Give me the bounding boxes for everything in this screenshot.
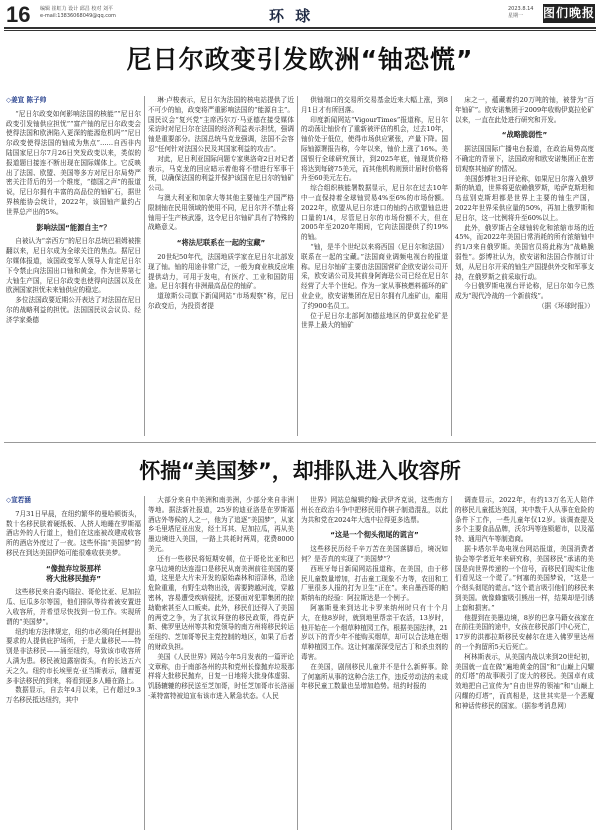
paragraph: 世界》网站总编辑约翰·武伊齐克说，这些南方州长在政治斗争中把移民用作棋子制造混乱，以此为共和党在2024年大选中拉得更多选票。 bbox=[301, 496, 448, 524]
article1-subhead-3: “战略脆弱性” bbox=[501, 130, 548, 140]
paragraph: 阿塞斯曼来到达北卡罗来纳州时只有十个月大，在他8岁时，就到地里帮亲干农活，13岁时，他开始在一个烟草种植园工作。根据美国法律，21岁以下的青少年不能购买烟草，却可以合法地在烟草种植园工作。这让何塞深深受尼古丁和杀虫剂的毒害。 bbox=[301, 603, 448, 661]
article2-byline: ◇宣若涵 bbox=[6, 496, 31, 504]
paragraph: 印度新闻网站“VigourTimes”报道称，尼日尔的动荡让铀价有了重新被评估的机会，过去10年，铀价处于低位，使得市场供应紧张，产量下降。国际铀源署报告称，今年以来，铀价上涨了16%。美国银行全球研究预计，到2025年底，铀现货价格将达到每磅75美元，而其他机构则预计届时价格将升至60美元左右。 bbox=[301, 115, 448, 183]
paragraph: 数据显示，自去年4月以来，已有超过9.3万名移民抵达纽约，其中 bbox=[6, 686, 141, 705]
page-header bbox=[0, 0, 600, 30]
column-divider bbox=[451, 496, 452, 830]
paragraph: 据卡塔尔半岛电视台网站报道，美国消费者协会等学者近年来研究称，美国移民“承诺的美国是向世界传递的一个信号，而移民们现实让他们看见这一个谎了。”何塞的美国梦说，“这是一个彻头彻尾的谎言。”这个谎言吸引他们的移民来到美国。就像蜂蜜吸引熊出一样，结果却是引诱上套和损害。” bbox=[455, 544, 594, 612]
article2-column-4 bbox=[455, 496, 594, 830]
article-separator bbox=[4, 442, 596, 443]
article2-subhead-2: “这是一个彻头彻尾的谎言” bbox=[330, 530, 419, 540]
article1-subhead-2: “将法尼联系在一起的宝藏” bbox=[176, 238, 266, 248]
header-rule bbox=[4, 27, 596, 29]
column-divider bbox=[297, 96, 298, 436]
paragraph: 床之一，蕴藏着约20万吨的铀，被誉为“百年铀矿”。欧安诺集团于2009年收购伊莫拉伦矿以来，一直在此处进行研究和开发。 bbox=[455, 96, 594, 124]
paragraph: 还有一些移民将短期安顿，位于哥伦比亚和巴拿马边境的达连湿口是移民从南美洲前往美国的要道，这里是大片未开发的原始森林和沼泽林，沿途危险重重，有野生动物出没，需要跨越河流，穿越密林，容易遭受疾病侵扰，还要面对犯罪集团的掠劫勒索甚至人口贩卖。此外，移民们还得入了美国的两党之争，为了抗议拜登的移民政策，得克萨斯、佛罗里达州等共和党领导的南方州将移民转运至纽约、芝加哥等民主党控制的地区，如果了后者的财政负担。 bbox=[148, 554, 294, 651]
paragraph: 调查显示，2022年，有约13万名无人陪伴的移民儿童抵达美国，其中数千人从事在危险的条件下工作，一些儿童年仅12岁。该调查提及多个主要食品品牌，沃尔玛等连锁超市，以及福特、通用汽车等制造商。 bbox=[455, 496, 594, 544]
article2-column-1 bbox=[6, 496, 141, 830]
date-text: 2023.8.14 bbox=[508, 6, 534, 12]
issue-date bbox=[508, 6, 533, 20]
article1-column-4 bbox=[455, 96, 594, 436]
article1-column-3 bbox=[301, 96, 448, 436]
paragraph: 自被认为“亲西方”的尼日尔总统巴祖姆被推翻以来，尼日尔成为全球关注的焦点。据尼日尔媒体报道，该国政变军人领导人肯定尼日尔下令禁止向法国出口铀和黄金，作为世界第七大铀生产国，尼日尔政变也使得向法国以及在欧洲国家担忧未来铀供应的稳定。 bbox=[6, 237, 141, 295]
paragraph: 供铀端口的交易所交易基金近来大幅上涨，到8月1日才有所回落。 bbox=[301, 96, 448, 114]
paragraph: 道琼斯公司旗下新闻网站“市场观察”称，尼日尔政变后，为投资者提 bbox=[148, 292, 294, 310]
editor-email: e-mail:13836068049@qq.com bbox=[40, 13, 116, 19]
article2-title: 怀揣“美国梦”，却排队进入收容所 bbox=[139, 459, 461, 483]
paragraph: 柯林斯表示，从美国内战以来到20世纪初，美国就一直在做“遍地黄金的国”和“山巅上闪耀的灯塔”的故事吸引了庞大的移民。美国卓有成效地把自己宣传为“自由世界的领袖”和“山巅上闪耀的灯塔”，而真相是，这世其实是一个恶魔和神话传移民的国家。（据参考消息网） bbox=[455, 652, 594, 710]
paragraph: 纽约地方法律规定，纽约市必须向任何提出要求的人提供庇护场所，于是大量移民——特别是非法移民——涌至纽约，导致该市收容所人满为患。移民被迫露宿街头，有的长达五六天之久。纽约市长埃里克·亚当斯表示，随着更多非法移民的到来，将看到更多人睡在路上。 bbox=[6, 627, 141, 685]
paragraph: 位于尼日尔北部阿加德兹地区的伊莫拉伦矿是世界上最大的铀矿 bbox=[301, 311, 448, 330]
article2-column-3 bbox=[301, 496, 448, 830]
article1-byline: ◇姜宣 陈子帅 bbox=[6, 96, 47, 104]
paragraph: “尼日尔政变如何影响法国的核能”“尼日尔政变引发铀供应担忧”“富产铀的尼日尔政变会使得法国和欧洲陷入更深的能源危机吗”“尼日尔政变使得法国的铀成为焦点”……自西非内陆国家尼日尔7月26日突发政变以来，类似的报道题目接连不断出现在国际媒体上。它反映出了法国、欧盟、美国等多方对尼日尔局势严密关注背后的另一个维度，“德国之声”的报道说，尼日尔拥有丰富的高品位的铀矿石，据世界核能协会统计，2022年，该国铀产量约占世界总产出的5%。 bbox=[6, 109, 141, 216]
paragraph: 7月31日早晨，在纽约繁华的曼哈顿街头，数十名移民肤着硬纸板、人挤人地睡在罗斯福酒店外的人行道上，他们在这座被改建成收容所的酒店外度过了一夜。这些怀揣“美国梦”的移民在到达美国伊始可能很难收获美梦。 bbox=[6, 509, 141, 557]
paragraph: “铀，是半个世纪以来将西国（尼日尔和法国）联系在一起的宝藏。”法国商业调频电视台的报道称。尼日尔铀矿主要由法国国营矿企欧安诺公司开采，欧安诺公司及其前身阿海珐公司已经在尼日尔经营了大半个世纪。作为一家从事核燃料循环的矿业企业，欧安诺集团在尼日尔拥有几座矿山，雇用了约900名员工。 bbox=[301, 242, 448, 310]
paragraph: 与澳大利亚和加拿大等其他主要铀生产国严格限制铀在民用领域的使用不同，尼日尔并不禁止将铀用于生产核武器，这令尼日尔铀矿具有了特殊的战略意义。 bbox=[148, 193, 294, 232]
page-number: 16 bbox=[6, 2, 31, 27]
paragraph: 据法国国际广播电台报道，在政治局势高度不确定的背景下，法国政府和欧安诺集团正在密切观察其铀矿的情况。 bbox=[455, 145, 594, 173]
paragraph: 他提到在美墨边境，8岁的巴拿马籍女孩家在在前往美国的途中，女孩在移民部门中心死亡，17岁的洪都拉斯移民安赫尔在进入佛罗里达州的一个拘留所5天后死亡。 bbox=[455, 613, 594, 651]
article2-subhead-1: “像抛弃垃圾那样 将大批移民抛弃” bbox=[45, 563, 102, 583]
column-divider bbox=[144, 496, 145, 830]
article1-source: （据《环球时报》） bbox=[537, 301, 594, 310]
weekday-text: 星期一 bbox=[508, 13, 524, 19]
newspaper-logo: 图们晚报 bbox=[543, 4, 595, 23]
paragraph: 20世纪50年代，法国地质学家在尼日尔北部发现了铀。铀的用途非常广泛，一般为商业核反应堆提供动力，可用于发电，有医疗、工业和国防用途。尼日尔拥有非洲最高品位的铀矿。 bbox=[148, 252, 294, 291]
paragraph: 对此，尼日利亚国际问题专家奥洛奇2日对记者表示，马克龙的回应暗示着他将不惜进行军事干预，以确保法国的利益并保护该国在尼日尔的铀矿公司。 bbox=[148, 154, 294, 193]
article1-column-1 bbox=[6, 96, 141, 436]
column-divider bbox=[297, 496, 298, 830]
section-title: 环 球 bbox=[269, 7, 314, 25]
paragraph: 今日俄罗斯电视台评论称，尼日尔如今已然成为“现代冷战的一个新前线”。 bbox=[455, 282, 594, 301]
paragraph: 这些移民来自委内瑞拉、哥伦比亚、尼加拉瓜、厄瓜多尔等国，他们排队等待着被安置进入收容所，并希望尽快找到一份工作。实现所谓的“美国梦”。 bbox=[6, 588, 141, 626]
paragraph: 综合组织核能署数据显示，尼日尔在过去10年中一直保持着全球铀贸易4%至6%的市场份额。2022年，欧盟从尼日尔进口的铀约占欧盟铀总进口量的1/4，尽管尼日尔的市场份额不大，但在2005年至2020年期间，它向法国提供了约19%的铀。 bbox=[301, 184, 448, 242]
paragraph: 美国《人民世界》网站今年5月发表的一篇评论文章称，由于南部各州的共和党州长像抛弃垃圾那样将大批移民抛弃，日复一日地将大批身体虚弱、饥肠辘辘的移民送至芝加哥，时任芝加哥市长洛丽·莱特富特被迫宣布该市进入紧急状态。《人民 bbox=[148, 652, 294, 700]
paragraph: 此外，俄罗斯占全球铀转化和浓缩市场的近45%，而2022年美国日常消耗的所有浓缩铀中约1/3来自俄罗斯。美国官员将此称为“战略脆弱性”。彭博社认为，欧安诺和法国合作制订计划，从尼日尔开采的铀生产国提供外交和军事支持，在俄罗斯之前采取行动。 bbox=[455, 223, 594, 281]
column-divider bbox=[144, 96, 145, 436]
paragraph: 美国彭博社3日评论称，如果尼日尔落入俄罗斯的轨道，世界将更依赖俄罗斯，哈萨克斯坦和乌兹别克斯坦都是世界上主要的铀生产国，2022年世界采供应量的50%，再加上俄罗斯和尼日尔，这一比例将升至60%以上。 bbox=[455, 174, 594, 222]
editor-credits bbox=[40, 6, 116, 20]
article2-column-2 bbox=[148, 496, 294, 830]
paragraph: 这些移民历经千辛万苦在美国落脚后，境况如何？是否真的实现了“美国梦”？ bbox=[301, 545, 448, 563]
article1-title: 尼日尔政变引发欧洲“铀恐慌” bbox=[126, 45, 474, 74]
header-rule-thin bbox=[4, 30, 596, 31]
column-divider bbox=[451, 96, 452, 436]
paragraph: 多位法国政要近期公开表达了对法国在尼日尔的战略利益的担忧。法国国民议会议员、经济学家桑德 bbox=[6, 296, 141, 324]
paragraph: 大部分来自中美洲和南美洲，少部分来自非洲等地。据法新社报道，25岁的迪亚洛是在罗斯福酒店外等候的人之一，他为了追逐“美国梦”，从家乡毛里塔尼亚出发，经土耳其、尼加拉瓜，再从美墨边境进入美国，一路上共耗时两周，花费8000美元。 bbox=[148, 496, 294, 553]
paragraph: 在美国，剧削移民儿童并不是什么新鲜事。除了何塞所从事的这种合法工作，违反劳动法的未成年移民童工数量也呈增加趋势。纽约时报的 bbox=[301, 662, 448, 691]
article1-column-2 bbox=[148, 96, 294, 436]
paragraph: 西班牙每日新闻网站报道称，在美国，由于移民儿童数量增加，打击童工现象不力等，农田和工厂里很多人报的打为卫生“正在”。来自墨西哥的帕斯纳布的经验：阿拉斯达是一个例子。 bbox=[301, 564, 448, 603]
paragraph: 琳·卢梭表示，尼日尔为法国的核电站提供了近不可少的铀，政变将严重影响法国的“能源自主”。国民议会“复兴党”主席西尔万·马亚德在接受媒体采访时对尼日尔在法国的经济利益表示担忧，强调铀是重要部分。法国总统马克龙强调，法国不会容忍“任何针对法国公民及其国家利益的攻击”。 bbox=[148, 96, 294, 153]
article1-subhead-1: 影响法国“能源自主”？ bbox=[36, 222, 111, 232]
editor-names: 编辑 崔虹力 设计 邱昌 校对 刘平 bbox=[40, 6, 113, 12]
